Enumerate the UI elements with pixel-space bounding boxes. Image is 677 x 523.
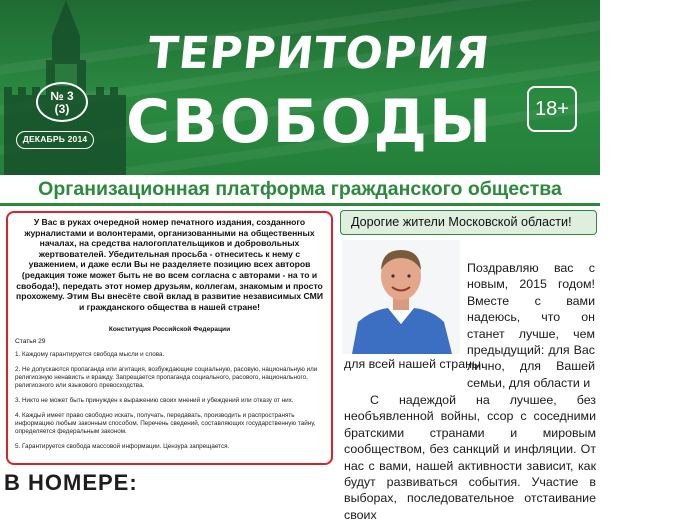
constitution-item: 2. Не допускаются пропаганда или агитация, возбуждающие социальную, расовую, национальную или религиозную ненависть и вражду. Запрещается пропаганда социального, расового, национального, религиозного или языкового превосходства. — [15, 366, 318, 390]
constitution-item: 3. Никто не может быть принужден к выражению своих мнений и убеждений или отказу от них. — [15, 397, 294, 405]
intro-text: У Вас в руках очередной номер печатного издания, созданного журналистами и волонтерами, организованными на общественных началах, на средства налогоплательщиков и добровольных жертвователей. Убедительная просьба - отнеситесь к нему с уважением, и даже если Вы не разделяете позицию всех авторов (редакция тоже может быть не во всем согласна с авторами - на то и свобода!), передать этот номер друзьям, коллегам, знакомым и просто прохожему. Этим Вы внесёте свой вклад в развитие независимых СМИ и гражданского общества в нашей стране! — [16, 217, 323, 312]
page-subtitle: Организационная платформа гражданского общества — [38, 178, 562, 200]
portrait-illustration — [342, 240, 460, 354]
age-rating-badge: 18+ — [527, 86, 577, 132]
subtitle-divider — [0, 203, 600, 206]
issue-total: (3) — [54, 102, 70, 116]
constitution-article: Статья 29 — [15, 338, 46, 346]
issue-number: № 3 — [50, 89, 74, 103]
letter-paragraph-2: С надеждой на лучшее, без необъявленной войны, ссор с соседними братскими странами и мировым сообществом, без санкций и инфляции. От нас с вами, нашей активности зависит, как будут развиваться события. Участие в выборах, последовательное отстаивание своих — [344, 393, 596, 522]
letter-paragraph-1-tail: для всей нашей страны. — [344, 357, 485, 371]
masthead — [0, 0, 600, 175]
masthead-title-top: ТЕРРИТОРИЯ — [145, 28, 493, 79]
issue-number-badge — [36, 82, 88, 122]
constitution-title: Конституция Российской Федерации — [108, 326, 231, 334]
intro-box — [6, 211, 333, 465]
constitution-item: 4. Каждый имеет право свободно искать, получать, передавать, производить и распространять информацию любым законным способом. Перечень сведений, составляющих государственную тайну, определяется федеральным законом. — [15, 412, 316, 436]
constitution-item: 1. Каждому гарантируется свобода мысли и слова. — [15, 351, 165, 359]
issue-date: ДЕКАБРЬ 2014 — [16, 131, 94, 149]
author-photo — [342, 240, 460, 354]
letter-paragraph-1: Поздравляю вас с новым, 2015 годом! Вместе с вами надеюсь, что он станет лучше, чем предыдущий: для Вас лично, для Вашей семьи, для области и — [467, 261, 595, 390]
in-issue-heading: В НОМЕРЕ: — [4, 470, 138, 495]
greeting-heading: Дорогие жители Московской области! — [340, 210, 597, 235]
masthead-title-bottom: СВОБОДЫ — [126, 87, 494, 157]
constitution-item: 5. Гарантируется свобода массовой информации. Цензура запрещается. — [15, 443, 230, 451]
